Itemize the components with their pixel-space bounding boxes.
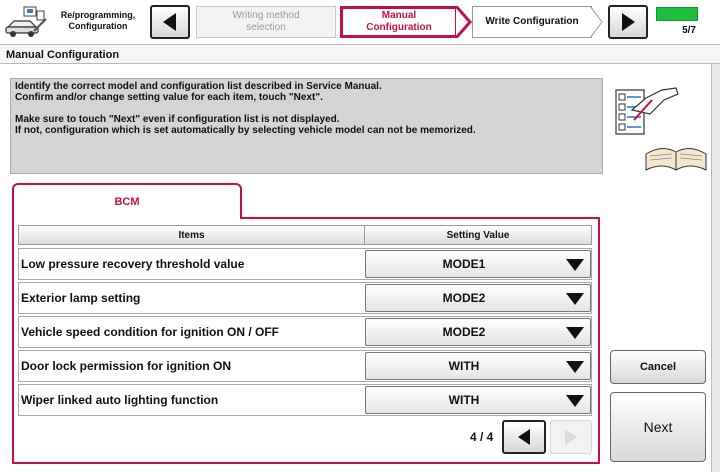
item-label: Wiper linked auto lighting function [21,393,219,407]
chevron-down-icon [566,395,584,407]
setting-value: MODE2 [442,291,486,305]
item-label: Door lock permission for ignition ON [21,359,232,373]
cancel-button[interactable] [610,350,706,384]
setting-value-dropdown[interactable] [365,352,591,380]
item-label: Vehicle speed condition for ignition ON / OFF [21,325,280,339]
column-header-setting-value: Setting Value [446,229,510,241]
setting-value: MODE1 [442,257,486,271]
progress-text: 5/7 [682,25,696,36]
setting-value-dropdown[interactable] [365,284,591,312]
step-manual-configuration: Manual Configuration [340,6,458,38]
tab-label: BCM [114,196,140,208]
next-label: Next [643,419,673,435]
manual-checklist-icon [612,84,708,172]
page-title: Manual Configuration [6,49,120,61]
arrow-left-icon [161,12,179,32]
step-arrow-icon [590,6,604,38]
table-row [18,384,592,416]
instruction-line: Confirm and/or change setting value for each item, touch "Next". [15,92,323,103]
header-bar [0,0,720,44]
table-header [18,225,592,245]
setting-value-dropdown[interactable] [365,318,591,346]
setting-value: MODE2 [442,325,486,339]
arrow-left-icon [516,428,532,446]
instruction-line: Make sure to touch "Next" even if configuration list is not displayed. [15,114,340,125]
page-title-bar [0,44,720,64]
forward-button[interactable] [608,5,648,39]
table-row [18,282,592,314]
cancel-label: Cancel [639,361,677,373]
car-tools-icon [4,5,50,39]
arrow-right-icon [619,12,637,32]
page-indicator: 4 / 4 [470,430,494,444]
table-row [18,350,592,382]
app-title: Re/programming, Configuration [60,10,136,31]
setting-value-dropdown[interactable] [365,386,591,414]
tab-bcm[interactable] [12,183,242,219]
setting-value: WITH [448,393,480,407]
table-row [18,316,592,348]
step-write-configuration: Write Configuration [472,6,592,38]
next-page-button[interactable] [550,420,592,454]
chevron-down-icon [566,293,584,305]
step-writing-method: Writing method selection [196,6,336,38]
next-button[interactable] [610,392,706,462]
table-row [18,248,592,280]
chevron-down-icon [566,327,584,339]
progress-bar [656,7,698,21]
chevron-down-icon [566,259,584,271]
item-label: Exterior lamp setting [21,291,141,305]
arrow-right-icon [563,428,579,446]
column-header-items: Items [19,226,365,244]
chevron-down-icon [566,361,584,373]
instructions-box [10,78,603,174]
step-arrow-icon [456,6,472,38]
item-label: Low pressure recovery threshold value [21,257,245,271]
window-edge [711,64,720,472]
setting-value: WITH [448,359,480,373]
previous-page-button[interactable] [502,420,546,454]
instruction-line: If not, configuration which is set automatically by selecting vehicle model can not be memorized. [15,125,476,136]
back-button[interactable] [150,5,190,39]
setting-value-dropdown[interactable] [365,250,591,278]
instruction-line: Identify the correct model and configuration list described in Service Manual. [15,81,382,92]
